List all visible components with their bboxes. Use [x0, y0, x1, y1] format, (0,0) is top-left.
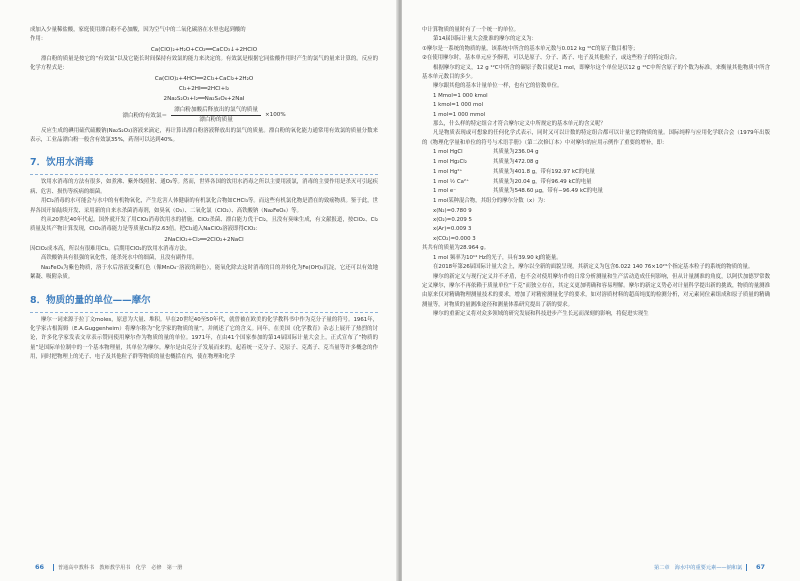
formula-label: 漂白粉的有效氯＝: [122, 113, 168, 120]
paragraph: 根据摩尔的定义，12 g ¹²C中所含的碳原子数目就是1 mol，即摩尔这个单位是以12 g ¹²C中所含原子的个数为标准，来衡量其他物质中所含基本单元数目的多少。: [422, 64, 770, 81]
example-species: 1 mol e⁻: [433, 188, 457, 195]
paragraph: 凡是物质表现或可想象的任何化学式表示，同时又可以计数的特定组合都可以计量它的物质的量。国际纯粹与应用化学联合会（1979年出版的《物理化学量和单位的符号与术语手册》（第二次修订本）中对摩尔的应用示例作了重要的增补，即：: [422, 130, 770, 146]
paragraph: 1 mol 频率为10¹⁴ Hz的光子，具有39.90 kJ的能量。: [433, 254, 562, 261]
list-item: ②在使用摩尔时，基本单元应予指明，可以是原子、分子、离子、电子及其他粒子，或这些粒子的特定组合。: [422, 55, 681, 62]
paragraph: 在2018年第26届国际计量大会上，摩尔以全新的面貌呈现，其新定义为包含6.022 140 76×10²³个指定基本粒子的系统的物质的量。: [433, 264, 754, 271]
paragraph: 其共有的质量为28.964 g。: [422, 245, 490, 252]
paragraph: 漂白粉的质量是按它的“有效氯”以及它能长时间保持有效氯的能力来决定的。有效氯是根据它同盐酸作用时产生的氯气的量来计算的。反应的化学方程式是：: [30, 55, 378, 72]
example-species: 1 mol ½ Ca²⁺: [433, 178, 469, 185]
paragraph: 摩尔跟其他的基本计量单位一样，也有它的倍数单位。: [433, 83, 563, 90]
heading-underline: [30, 312, 378, 313]
paragraph: 那么，什么样的特定组合才符合摩尔定义中所规定的基本单元的含义呢？: [433, 121, 606, 128]
chemical-equation: 2NaClO₂+Cl₂══2ClO₂+2NaCl: [164, 236, 244, 243]
chapter-title: 第二章 海水中的重要元素——钠和氯: [653, 564, 743, 571]
paragraph: 高铁酸钠具有很强的氧化性，能杀死水中的细菌，且没有副作用。: [41, 255, 198, 262]
list-item: [422, 148, 770, 158]
example-description: 其质量为20.04 g，带有96.49 kC的电量: [493, 178, 592, 185]
fraction-numerator: 漂白粉加酸后释放出的氯气的质量: [171, 106, 261, 116]
paragraph: 约从20世纪40年代起，国外就开发了用ClO₂消毒饮用水的措施。ClO₂杀菌、漂白能力优于Cl₂，且没有臭味生成，有文献报道，按ClO₂、Cl₂质量及其产物计算发现，ClO₂消毒能力是等质量Cl₂的2.63倍。把Cl₂通入NaClO₂溶液即得ClO₂：: [30, 217, 378, 233]
mole-fraction: x(Ar)=0.009 3: [433, 226, 472, 233]
effective-chlorine-formula: [30, 106, 378, 125]
unit-line: 1 Mmol=1 000 kmol: [433, 92, 488, 99]
chemical-equation: 2Na₂S₂O₃+I₂══Na₂S₄O₆+2NaI: [163, 95, 245, 102]
mole-fraction: x(CO₂)=0.000 3: [433, 235, 476, 242]
chemical-equation: Ca(ClO)₂+H₂O+CO₂══CaCO₃↓+2HClO: [150, 46, 258, 53]
fraction-denominator: 漂白粉的质量: [199, 116, 233, 123]
book-title: 普通高中教科书 教师教学用书 化学 必修 第一册: [57, 564, 183, 571]
paragraph: 用Cl₂消毒的水可能会与水中的有机物氧化，产生危害人体健康的有机氯化合物如CHCl₃等。而这些有机氯化物是潜在的致癌物质。鉴于此，世界各国开始陆续开发、采用新的自来水杀菌消毒剂，如臭氧（O₃）、二氧化氯（ClO₂）、高铁酸钠（Na₂FeO₄）等。: [30, 198, 378, 214]
list-item: [422, 158, 770, 168]
paragraph: 饮用水消毒的方法有很多，如煮沸、紫外线照射、通O₃等。然而，世界各国的饮用水消毒之所以主要用液氯，消毒的主要作用是杀灭可引起疾病、危害、损伤等疾病的细菌。: [30, 179, 378, 195]
example-description: 其质量为472.08 g: [493, 159, 539, 166]
paragraph: 1 mol某种混合物，其组分的摩尔分数（x）为：: [433, 198, 549, 205]
text-line: 作用：: [30, 36, 47, 43]
example-description: 其质量为548.60 μg，带有−96.49 kC的电量: [493, 188, 603, 195]
paragraph: 摩尔一词来源于拉丁文moles，原意为大量、堆积。早在20世纪40至50年代，就曾被在欧美的化学教科书中作为克分子量的符号。1961年，化学家古根海姆（E.A.Guggenheim）将摩尔称为“化学家的物质的量”，并阐述了它的含义。同年，在美国《化学教育》杂志上展开了热烈的讨论，许多化学家发表文章表示赞同使用摩尔作为物质的量的单位。1971年，在由41个国家参加的第14届国际计量大会上，正式宣布了“物质的量”是国际单位制中的一个基本物理量，其单位为摩尔。摩尔是由克分子发展而来的，起着统一克分子、克原子、克离子、克当量等许多概念的作用，同时把物理上的光子、电子及其他粒子群等物质的量也概括在内，使在物理和化学: [30, 316, 378, 361]
unit-line: 1 mol=1 000 mmol: [433, 111, 486, 118]
example-description: 其质量为401.8 g，带有192.97 kC的电量: [493, 168, 595, 175]
formula-multiplier: ×100%: [265, 112, 286, 119]
fraction: [171, 106, 261, 125]
left-footer: [30, 563, 182, 571]
footer-divider: [746, 564, 747, 571]
paragraph: 因ClO₂成本高，所以有很难用Cl₂。后期用ClO₂的饮用水消毒方法。: [30, 245, 191, 252]
chemical-equation: Cl₂+2HI══2HCl+I₂: [178, 85, 230, 92]
page-number: 67: [755, 563, 765, 571]
text-line: 成加入少量稀盐酸，家庭使用漂白粉不必加酸，因为空气中的二氧化碳溶在水里也起到酸的: [30, 27, 246, 33]
example-species: 1 mol Hg₂Cl₂: [433, 159, 467, 166]
right-page: [402, 0, 800, 581]
paragraph: Na₂FeO₄为紫色物质，溶于水后溶液变紫红色（像MnO₄⁻溶液的颜色），能氧化除去这时消毒的目的并转化为Fe(OH)₃沉淀，它还可以有效地絮凝、吸附杂质。: [30, 264, 378, 281]
paragraph: 反应生成的碘用硫代硫酸钠(Na₂S₂O₃)溶液来滴定，再计算出漂白粉溶液释放出的氯气的质量。漂白粉的氧化能力通常用有效氯的质量分数来表示，工业品漂白粉一般含有效氯35%，药剂可以达到40%。: [30, 127, 378, 144]
example-species: 1 mol HgCl: [433, 149, 463, 156]
paragraph: 第14届国际计量大会批准的摩尔的定义为：: [433, 36, 537, 43]
section-heading: 8．物质的量的单位——摩尔: [30, 294, 151, 306]
mole-fraction: x(N₂)=0.780 9: [433, 207, 472, 214]
paragraph: 摩尔的新定义与现行定义并不矛盾，也不会对使用摩尔作的日常分析测量和生产活动造成任何影响，但从计量测准的角度，以阿伏加德罗常数定义摩尔，摩尔不再依赖于质量单位“千克”而独立存在，其定义更加明确和容易理解。摩尔的新定义势必对计量科学提出新的挑战，物质的量测准由原来仅对精确物理测量技术的要求，增加了对精密测量化学的要求，如对溶质材料的超高纯度的检测分析，对元素同位素组成和原子质量的精确测量等，对物质的量测准途径和测量体系研究提出了新的要求。: [422, 273, 770, 308]
paragraph: 摩尔的重新定义将对众多领域的研究发展和科技进步产生长远而深刻的影响，将促进实现生: [433, 311, 649, 318]
mole-examples: [422, 148, 770, 197]
example-species: 1 mol Hg²⁺: [433, 168, 463, 175]
section-heading: 7．饮用水消毒: [30, 157, 94, 169]
page-number: 66: [35, 563, 45, 571]
list-item: [422, 168, 770, 178]
heading-underline: [30, 174, 378, 175]
chemical-equation: Ca(ClO)₂+4HCl══2Cl₂+CaCl₂+2H₂O: [154, 75, 254, 82]
footer-divider: [53, 564, 54, 571]
mole-fraction: x(O₂)=0.209 5: [433, 217, 472, 224]
list-item: ①摩尔是一系统的物质的量，该系统中所含的基本单元数与0.012 kg ¹²C的原子数目相等；: [422, 45, 639, 52]
paragraph: 中计算物质的量时有了一个统一的单位。: [422, 27, 520, 33]
unit-line: 1 kmol=1 000 mol: [433, 102, 484, 109]
left-page: [0, 0, 398, 581]
list-item: [422, 178, 770, 188]
list-item: [422, 187, 770, 197]
example-description: 其质量为236.04 g: [493, 149, 539, 156]
definition-list: [422, 45, 770, 64]
right-footer: [654, 563, 770, 571]
